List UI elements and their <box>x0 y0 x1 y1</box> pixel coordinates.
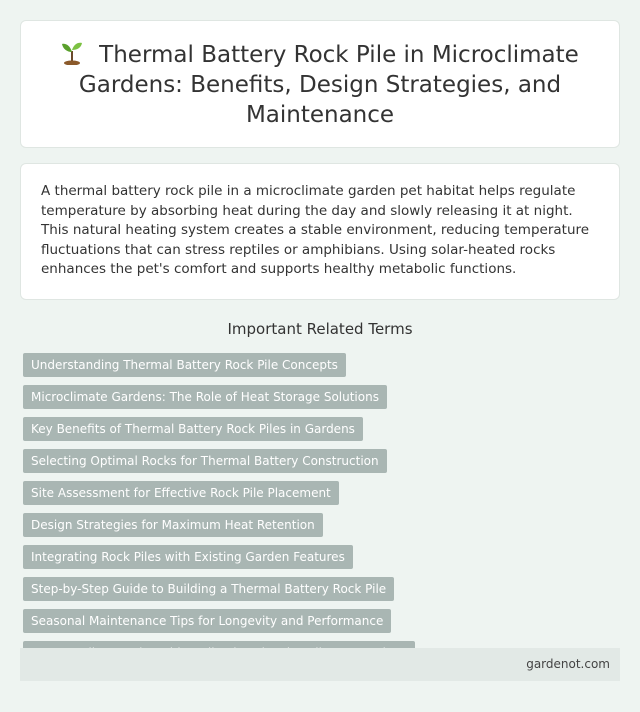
related-term-tag[interactable]: Site Assessment for Effective Rock Pile Placement <box>23 481 339 505</box>
related-term-tag[interactable]: Integrating Rock Piles with Existing Garden Features <box>23 545 353 569</box>
page-title-text: Thermal Battery Rock Pile in Microclimate Gardens: Benefits, Design Strategies, and Maintenance <box>78 41 579 128</box>
title-card <box>20 20 620 148</box>
footer <box>20 648 620 681</box>
related-term-tag[interactable]: Selecting Optimal Rocks for Thermal Battery Construction <box>23 449 387 473</box>
description-card <box>20 163 620 300</box>
related-terms-heading: Important Related Terms <box>227 320 413 338</box>
related-terms-list <box>23 353 617 665</box>
related-term-tag[interactable]: Design Strategies for Maximum Heat Retention <box>23 513 323 537</box>
seedling-icon <box>61 39 83 65</box>
related-term-tag[interactable]: Understanding Thermal Battery Rock Pile Concepts <box>23 353 346 377</box>
related-term-tag[interactable]: Microclimate Gardens: The Role of Heat Storage Solutions <box>23 385 387 409</box>
description-text: A thermal battery rock pile in a microclimate garden pet habitat helps regulate temperature by absorbing heat during the day and slowly releasing it at night. This natural heating system creates a stable environment, reducing temperature fluctuations that can stress reptiles or amphibians. Using solar-heated rocks enhances the pet's comfort and supports healthy metabolic functions. <box>41 183 590 277</box>
related-term-tag[interactable]: Step-by-Step Guide to Building a Thermal Battery Rock Pile <box>23 577 394 601</box>
footer-site-name[interactable]: gardenot.com <box>526 657 610 671</box>
page-title <box>57 39 583 130</box>
related-term-tag[interactable]: Seasonal Maintenance Tips for Longevity and Performance <box>23 609 391 633</box>
related-term-tag[interactable]: Key Benefits of Thermal Battery Rock Piles in Gardens <box>23 417 363 441</box>
